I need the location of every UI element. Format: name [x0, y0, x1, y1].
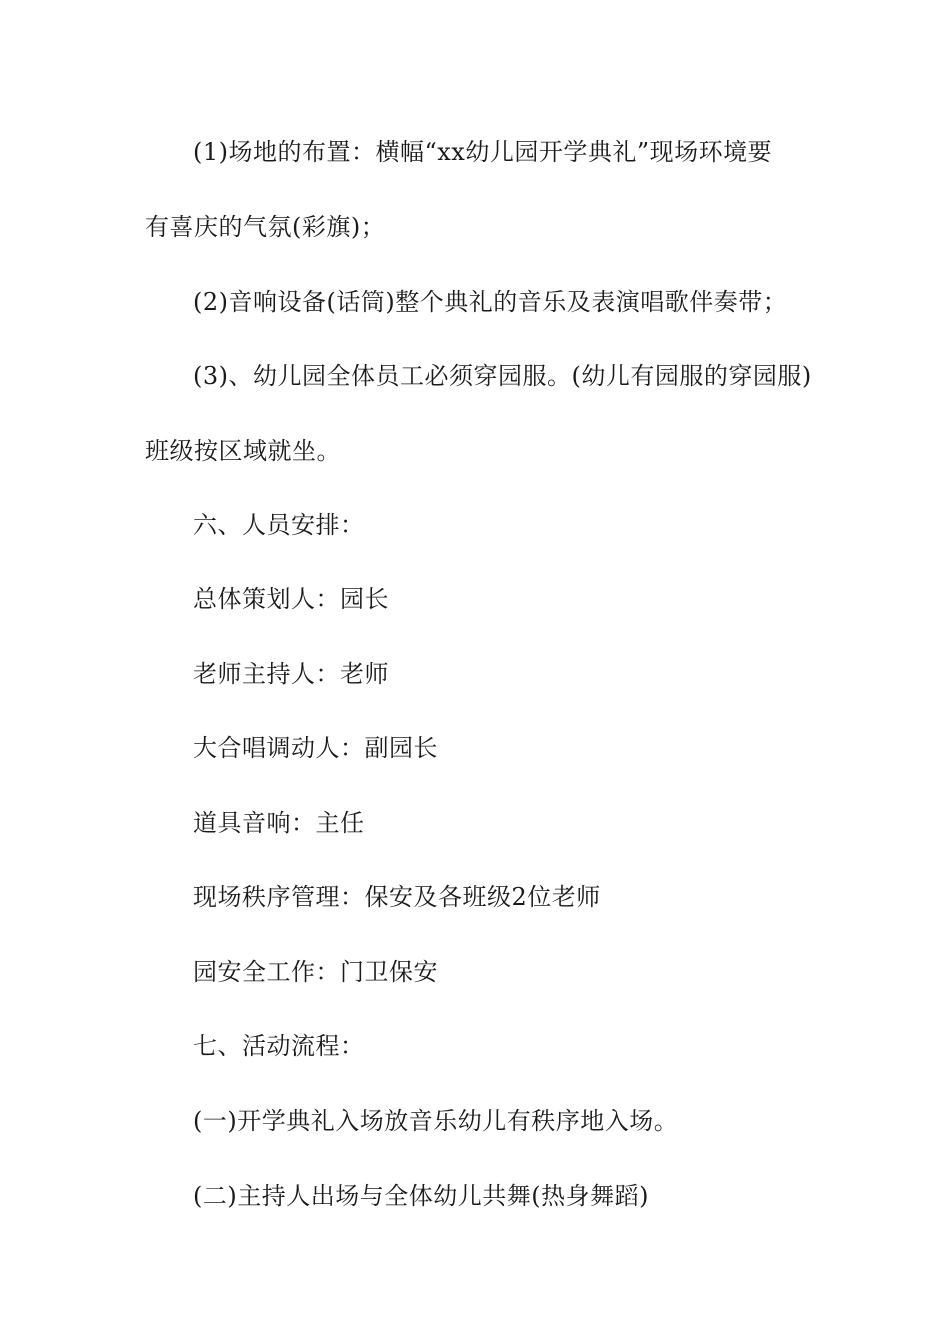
process-step-2: (二)主持人出场与全体幼儿共舞(热身舞蹈)	[193, 1182, 649, 1210]
staff-item-props-sound: 道具音响：主任	[193, 809, 365, 837]
paragraph-sound-equipment: (2)音响设备(话筒)整个典礼的音乐及表演唱歌伴奏带；	[193, 288, 788, 316]
staff-item-planner: 总体策划人：园长	[193, 585, 389, 613]
paragraph-venue-line-2: 有喜庆的气氛(彩旗)；	[145, 213, 386, 241]
staff-item-order: 现场秩序管理：保安及各班级2位老师	[193, 883, 601, 911]
paragraph-venue-line-1: (1)场地的布置：横幅“xx幼儿园开学典礼”现场环境要	[193, 138, 773, 166]
staff-item-chorus: 大合唱调动人：副园长	[193, 734, 438, 762]
paragraph-uniform-line-2: 班级按区域就坐。	[145, 437, 341, 465]
staff-item-safety: 园安全工作：门卫保安	[193, 958, 438, 986]
section-heading-process: 七、活动流程：	[193, 1032, 365, 1060]
paragraph-uniform-line-1: (3)、幼儿园全体员工必须穿园服。(幼儿有园服的穿园服)	[193, 362, 812, 390]
staff-item-host: 老师主持人：老师	[193, 660, 389, 688]
section-heading-staffing: 六、人员安排：	[193, 511, 365, 539]
process-step-1: (一)开学典礼入场放音乐幼儿有秩序地入场。	[193, 1107, 679, 1135]
